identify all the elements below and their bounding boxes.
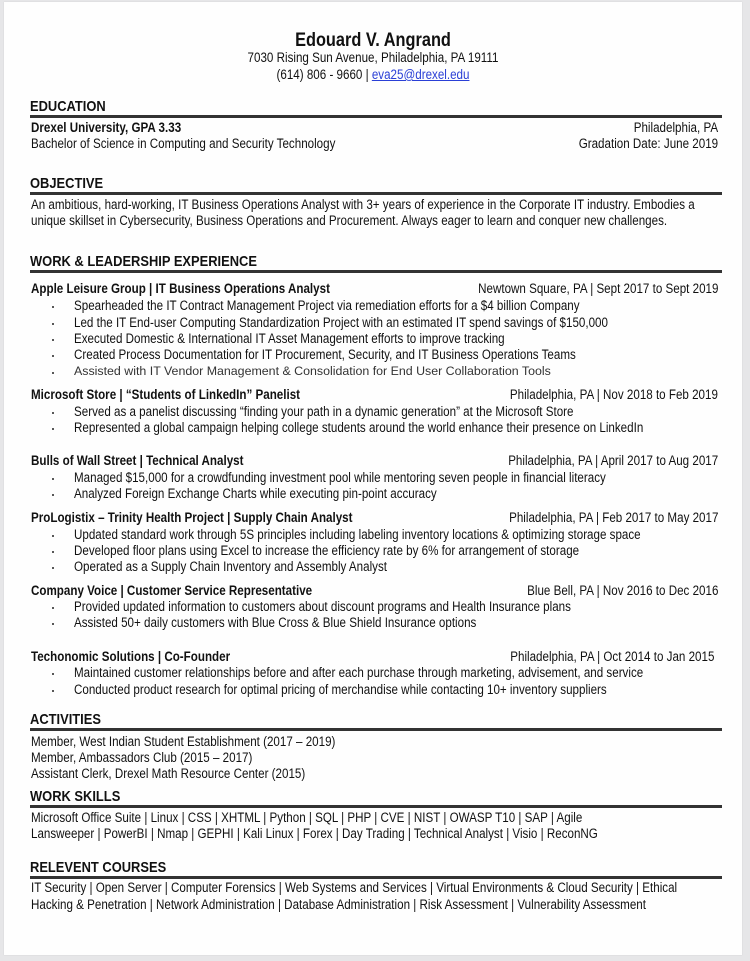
address: 7030 Rising Sun Avenue, Philadelphia, PA 19111 (247, 50, 499, 65)
activity-item: Member, Ambassadors Club (2015 – 2017) (31, 750, 253, 765)
bullet-icon (52, 355, 54, 357)
job-bullet: Analyzed Foreign Exchange Charts while executing pin-point accuracy (74, 486, 437, 501)
section-heading-activities: ACTIVITIES (30, 711, 101, 728)
bullet-icon (52, 567, 54, 569)
phone: (614) 806 - 9660 | (276, 67, 372, 82)
section-divider (30, 115, 722, 118)
graduation-date: Gradation Date: June 2019 (578, 136, 718, 151)
section-divider (30, 192, 722, 195)
job-bullet: Assisted 50+ daily customers with Blue Cross & Blue Shield Insurance options (74, 615, 477, 630)
job-bullet: Provided updated information to customers about discount programs and Health Insurance plans (74, 599, 571, 614)
job-meta: Blue Bell, PA | Nov 2016 to Dec 2016 (526, 583, 718, 598)
job-title: Microsoft Store | “Students of LinkedIn” Panelist (31, 387, 301, 402)
section-heading-education: EDUCATION (30, 98, 106, 115)
job-bullet: Managed $15,000 for a crowdfunding investment pool while mentoring seven people in financial literacy (74, 470, 606, 485)
job-title: Company Voice | Customer Service Representative (31, 583, 313, 598)
education-school-line (31, 121, 181, 135)
school-name: Drexel University (31, 120, 126, 135)
bullet-icon (52, 428, 54, 430)
bullet-icon (52, 372, 54, 374)
bullet-icon (52, 535, 54, 537)
job-meta: Philadelphia, PA | Oct 2014 to Jan 2015 (509, 649, 714, 664)
job-bullet: Executed Domestic & International IT Asset Management efforts to improve tracking (74, 331, 505, 346)
bullet-icon (52, 673, 54, 675)
job-bullet: Updated standard work through 5S principles including labeling inventory locations & optimizing storage space (74, 527, 641, 542)
bullet-icon (52, 494, 54, 496)
section-heading-objective: OBJECTIVE (30, 175, 104, 192)
section-heading-courses: RELEVENT COURSES (30, 859, 167, 876)
job-bullet: Maintained customer relationships before and after each purchase through marketing, advisement, and service (74, 665, 644, 680)
section-divider (30, 270, 722, 273)
job-bullet: Led the IT End-user Computing Standardization Project with an estimated IT spend savings of $150,000 (74, 315, 608, 330)
job-bullet: Assisted with IT Vendor Management & Consolidation for End User Collaboration Tools (74, 364, 551, 378)
bullet-icon (52, 339, 54, 341)
bullet-icon (52, 607, 54, 609)
education-location: Philadelphia, PA (633, 120, 718, 135)
job-meta: Philadelphia, PA | Nov 2018 to Feb 2019 (509, 387, 718, 402)
email-link[interactable]: eva25@drexel.edu (371, 67, 470, 82)
activity-item: Assistant Clerk, Drexel Math Resource Center (2015) (31, 766, 306, 781)
bullet-icon (52, 623, 54, 625)
job-meta: Philadelphia, PA | Feb 2017 to May 2017 (508, 510, 718, 525)
courses-line: Hacking & Penetration | Network Administration | Database Administration | Risk Assessment | Vulnerability Assessment (31, 897, 646, 912)
job-meta: Philadelphia, PA | April 2017 to Aug 2017 (507, 453, 718, 468)
bullet-icon (52, 412, 54, 414)
job-title: Apple Leisure Group | IT Business Operations Analyst (31, 281, 330, 296)
degree: Bachelor of Science in Computing and Security Technology (31, 136, 336, 151)
section-divider (30, 728, 722, 731)
contact-line (56, 68, 691, 82)
bullet-icon (52, 306, 54, 308)
gpa: , GPA 3.33 (125, 120, 182, 135)
section-divider (30, 805, 722, 808)
job-title: Techonomic Solutions | Co-Founder (31, 649, 231, 664)
activity-item: Member, West Indian Student Establishment (2017 – 2019) (31, 734, 336, 749)
job-bullet: Represented a global campaign helping college students around the world enhance their presence on LinkedIn (74, 420, 644, 435)
section-divider (30, 876, 722, 879)
job-meta: Newtown Square, PA | Sept 2017 to Sept 2019 (477, 281, 718, 296)
objective-line: An ambitious, hard-working, IT Business Operations Analyst with 3+ years of experience in the Corporate IT industry. Embodies a (31, 197, 695, 212)
bullet-icon (52, 478, 54, 480)
bullet-icon (52, 323, 54, 325)
resume-page (4, 2, 742, 955)
job-bullet: Operated as a Supply Chain Inventory and Assembly Analyst (74, 559, 388, 574)
candidate-name: Edouard V. Angrand (295, 30, 451, 51)
skills-line: Lansweeper | PowerBI | Nmap | GEPHI | Kali Linux | Forex | Day Trading | Technical Analyst | Visio | ReconNG (31, 826, 598, 841)
courses-line: IT Security | Open Server | Computer Forensics | Web Systems and Services | Virtual Environments & Cloud Security | Ethical (31, 880, 678, 895)
section-heading-experience: WORK & LEADERSHIP EXPERIENCE (30, 253, 257, 270)
section-heading-skills: WORK SKILLS (30, 788, 121, 805)
job-bullet: Developed floor plans using Excel to increase the efficiency rate by 6% for arrangement of storage (74, 543, 580, 558)
job-bullet: Spearheaded the IT Contract Management Project via remediation efforts for a $4 billion Company (74, 298, 580, 313)
bullet-icon (52, 551, 54, 553)
job-title: ProLogistix – Trinity Health Project | Supply Chain Analyst (31, 510, 353, 525)
job-bullet: Conducted product research for optimal pricing of merchandise while contacting 10+ inventory suppliers (74, 682, 607, 697)
job-bullet: Created Process Documentation for IT Procurement, Security, and IT Business Operations Teams (74, 347, 576, 362)
objective-line: unique skillset in Cybersecurity, Business Operations and Procurement. Always eager to learn and conquer new challenges. (31, 213, 668, 228)
skills-line: Microsoft Office Suite | Linux | CSS | XHTML | Python | SQL | PHP | CVE | NIST | OWASP T10 | SAP | Agile (31, 810, 583, 825)
bullet-icon (52, 690, 54, 692)
job-bullet: Served as a panelist discussing “finding your path in a dynamic generation” at the Microsoft Store (74, 404, 574, 419)
job-title: Bulls of Wall Street | Technical Analyst (31, 453, 244, 468)
